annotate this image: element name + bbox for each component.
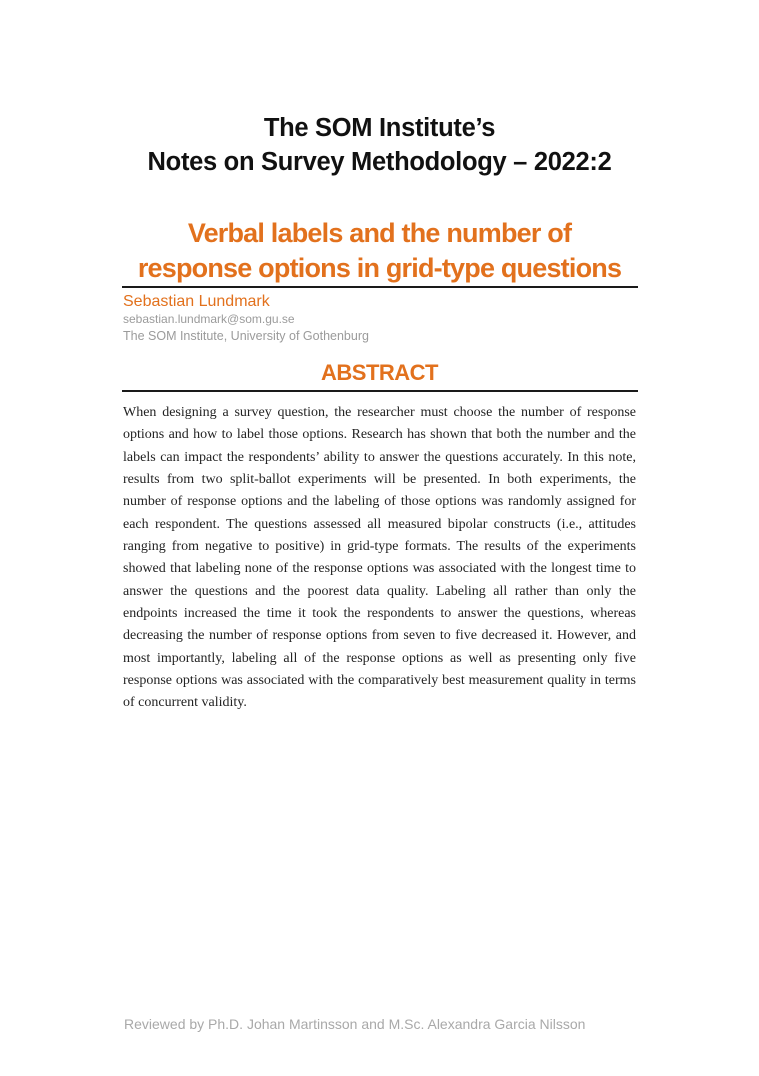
reviewer-credit: Reviewed by Ph.D. Johan Martinsson and M.Sc. Alexandra Garcia Nilsson [124, 1016, 586, 1032]
page-title-line1: Verbal labels and the number of [187, 218, 572, 248]
author-name: Sebastian Lundmark [123, 293, 270, 310]
abstract-divider-rule [122, 390, 638, 392]
series-title-line1: The SOM Institute’s [263, 114, 496, 142]
abstract-heading: ABSTRACT [321, 360, 438, 385]
title-divider-rule [122, 286, 638, 288]
series-title [0, 111, 759, 179]
author-affiliation: The SOM Institute, University of Gothenburg [123, 329, 369, 343]
page-title-line2: response options in grid-type questions [137, 253, 622, 283]
author-email: sebastian.lundmark@som.gu.se [123, 312, 295, 326]
series-title-line2: Notes on Survey Methodology – 2022:2 [147, 148, 612, 176]
page-title [0, 216, 759, 286]
abstract-paragraph: When designing a survey question, the researcher must choose the number of response options and how to label those options. Research has shown that both the number and the labels can impact the respondents’ ability to answer the questions accurately. In this note, results from two split-ballot experiments will be presented. In both experiments, the number of response options and the labeling of those options was randomly assigned for each respondent. The questions assessed all measured bipolar constructs (i.e., attitudes ranging from negative to positive) in grid-type formats. The results of the experiments showed that labeling none of the response options was associated with the longest time to answer the questions and the poorest data quality. Labeling all rather than only the endpoints increased the time it took the respondents to answer the questions, whereas decreasing the number of response options from seven to five decreased it. However, and most importantly, labeling all of the response options as well as presenting only five response options was associated with the comparatively best measurement quality in terms of concurrent validity. [123, 405, 636, 711]
